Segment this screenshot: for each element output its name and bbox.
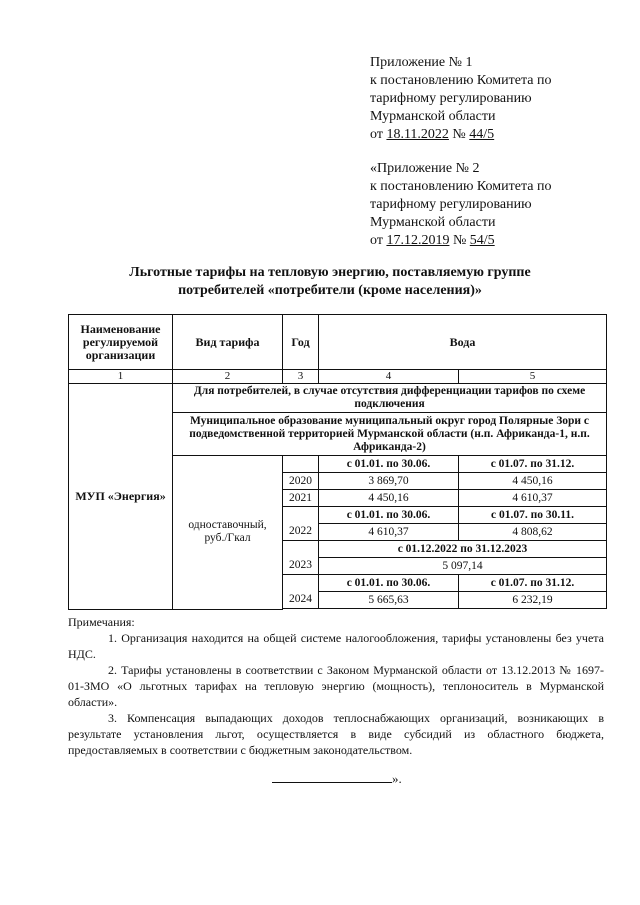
value-cell: 4 610,37 [319, 524, 459, 541]
note-2: 2. Тарифы установлены в соответствии с Законом Мурманской области от 13.12.2013 № 1697-01-ЗМО «О льготных тарифах на тепловую энергию (мощность), теплоноситель в Мурманской области». [68, 663, 604, 709]
appendix-1-line2: к постановлению Комитета по [370, 73, 552, 88]
appendix-2-block [370, 160, 551, 250]
col-number: 3 [283, 370, 319, 384]
section2-text: Муниципальное образование муниципальный округ город Полярные Зори с подведомственной территорией Мурманской области (н.п. Африканда-1, н.п. Африканда-2) [173, 413, 607, 456]
header-type: Вид тарифа [173, 315, 283, 370]
appendix-1-line3: тарифному регулированию [370, 91, 532, 106]
year-blank [283, 541, 319, 558]
value-cell: 6 232,19 [459, 592, 607, 609]
header-year: Год [283, 315, 319, 370]
header-water: Вода [319, 315, 607, 370]
year-cell: 2021 [283, 490, 319, 507]
appendix-2-line2: к постановлению Комитета по [370, 179, 552, 194]
header-org: Наименование регулируемой организации [69, 315, 173, 370]
column-number-row [69, 370, 607, 384]
appendix-2-line3: тарифному регулированию [370, 197, 532, 212]
note-1: 1. Организация находится на общей системе налогообложения, тарифы установлены без учета НДС. [68, 631, 604, 661]
number-prefix: № [449, 233, 470, 248]
year-cell: 2023 [283, 558, 319, 575]
period-header: с 01.01. по 30.06. [319, 507, 459, 524]
year-cell: 2020 [283, 473, 319, 490]
notes-heading: Примечания: [68, 615, 135, 629]
col-number: 2 [173, 370, 283, 384]
value-cell: 4 450,16 [459, 473, 607, 490]
value-cell: 4 610,37 [459, 490, 607, 507]
period-header: с 01.12.2022 по 31.12.2023 [319, 541, 607, 558]
appendix-1-date-line [370, 126, 551, 144]
note-3: 3. Компенсация выпадающих доходов теплоснабжающих организаций, возникающих в результате установления льгот, осуществляется в виде субсидий из областного бюджета, предоставляемых в соответствии с бюджетным законодательством. [68, 711, 604, 757]
appendix-1-number: 44/5 [469, 127, 495, 142]
value-cell: 5 665,63 [319, 592, 459, 609]
date-prefix: от [370, 127, 387, 142]
appendix-2-line4: Мурманской области [370, 215, 496, 230]
period-header: с 01.07. по 31.12. [459, 575, 607, 592]
appendix-1-block [370, 54, 551, 144]
section1-row [69, 384, 607, 413]
col-number: 5 [459, 370, 607, 384]
closing-line [272, 770, 402, 787]
org-name: МУП «Энергия» [69, 384, 173, 610]
year-blank [283, 575, 319, 592]
period-header: с 01.01. по 30.06. [319, 575, 459, 592]
year-blank [283, 507, 319, 524]
appendix-2-date-line [370, 232, 551, 250]
signature-line [272, 770, 392, 783]
appendix-1-line4: Мурманской области [370, 109, 496, 124]
appendix-2-title: «Приложение № 2 [370, 161, 480, 176]
year-cell: 2022 [283, 524, 319, 541]
document-title [60, 264, 600, 300]
notes-section [68, 614, 604, 758]
tariff-table [68, 314, 607, 610]
year-cell: 2024 [283, 592, 319, 609]
closing-quote: ». [392, 771, 402, 786]
date-prefix: от [370, 233, 387, 248]
value-cell: 4 450,16 [319, 490, 459, 507]
appendix-1-date: 18.11.2022 [386, 127, 449, 142]
header-row [69, 315, 607, 370]
appendix-2-number: 54/5 [469, 233, 495, 248]
col-number: 1 [69, 370, 173, 384]
appendix-1-title: Приложение № 1 [370, 55, 473, 70]
section1-text: Для потребителей, в случае отсутствия дифференциации тарифов по схеме подключения [173, 384, 607, 413]
year-blank [283, 456, 319, 473]
col-number: 4 [319, 370, 459, 384]
value-cell: 4 808,62 [459, 524, 607, 541]
appendix-2-date: 17.12.2019 [386, 233, 450, 248]
period-header: с 01.01. по 30.06. [319, 456, 459, 473]
title-line-1: Льготные тарифы на тепловую энергию, поставляемую группе [129, 265, 531, 280]
value-cell: 5 097,14 [319, 558, 607, 575]
tariff-type: одноставочный, руб./Гкал [173, 456, 283, 610]
value-cell: 3 869,70 [319, 473, 459, 490]
title-line-2: потребителей «потребители (кроме населения)» [178, 283, 482, 298]
spacer-cell [283, 609, 607, 610]
period-header: с 01.07. по 31.12. [459, 456, 607, 473]
period-header: с 01.07. по 30.11. [459, 507, 607, 524]
number-prefix: № [448, 127, 470, 142]
